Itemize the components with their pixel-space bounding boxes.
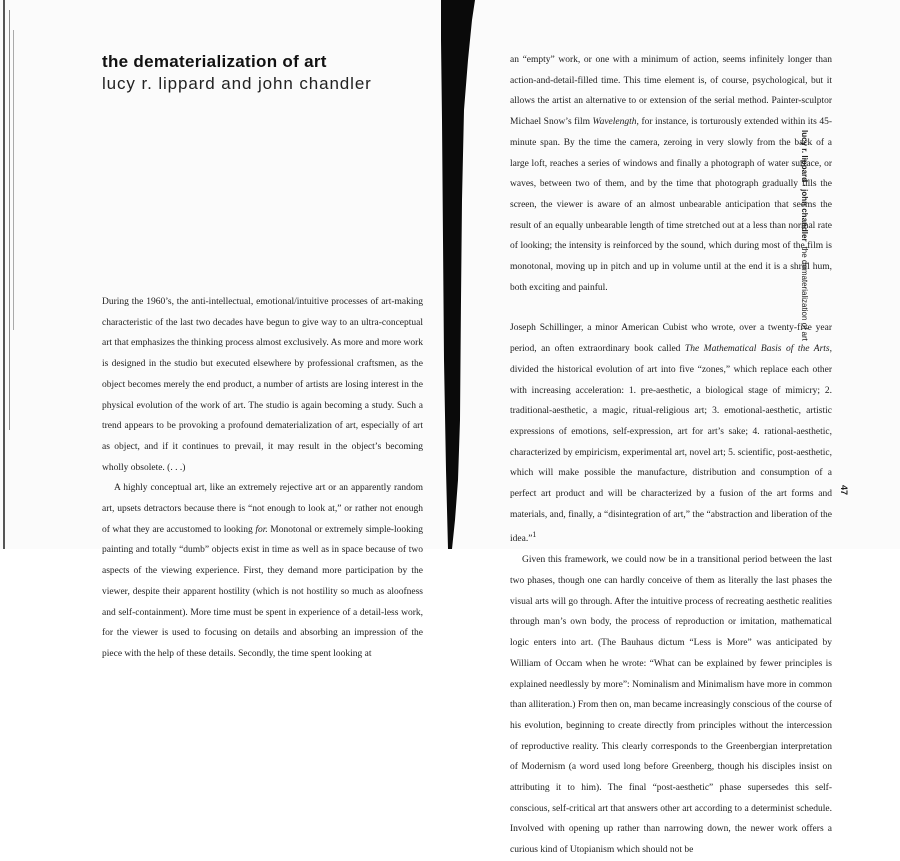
left-text-column — [102, 292, 423, 665]
right-text-column — [510, 50, 832, 861]
paragraph-text: A highly conceptual art, like an extremely rejective art or an apparently random art, upsets detractors because there is “not enough to look at,” or rather not enough of what they are accustomed to looking — [102, 483, 423, 535]
running-head — [798, 130, 810, 341]
body-paragraph — [102, 478, 423, 664]
paragraph-text: Joseph Schillinger, a minor American Cubist who wrote, over a twenty-five year period, an often extraordinary book called — [510, 323, 832, 355]
paragraph-text: divided the historical evolution of art into five “zones,” which replace each other with increasing acceleration: 1. pre-aesthetic, a biological stage of mimicry; 2. traditional-aesthetic, a magic, ritual-religious art; 3. emotional-aesthetic, artistic expressions of emotions, self-expression, art for art’s sake; 4. rational-aesthetic, characterized by empiricism, experimental art, novel art; 5. scientific, post-aesthetic, which will make possible the manufacture, distribution and consumption of a perfect art product and will be characterized by a fusion of the art forms and materials, and, finally, a “disintegration of art,” the “abstraction and liberation of the idea.” — [510, 364, 832, 545]
page-number: 47 — [839, 485, 849, 496]
film-title: Wavelength, — [592, 117, 639, 128]
running-head-title: the dematerialization of art — [800, 246, 809, 341]
gutter-shadow — [441, 0, 475, 549]
footnote-marker: 1 — [532, 530, 537, 540]
paragraph-text: for instance, is torturously extended within its 45-minute span. By the time the camera, zeroing in very slowly from the back of a large loft, reaches a series of windows and finally a photograph of water surface, or waves, between two of them, and by the time that photograph gradually fills the screen, the viewer is aware of an almost unbearable anticipation that seems the result of an equally unbearable length of time stretched out at a less than normal rate of looking; the intensity is reinforced by the sound, which during most of the film is monotonal, moving up in pitch and up in volume until at the end it is a shrill hum, both exciting and painful. — [510, 117, 832, 293]
article-title: the dematerialization of art — [102, 52, 327, 71]
paragraph-text: Monotonal or extremely simple-looking painting and totally “dumb” objects exist in time as well as in space because of two aspects of the viewing experience. First, they demand more participation by the viewer, despite their apparent hostility (which is not hostility so much as aloofness and self-containment). More time must be spent in experience of a detail-less work, for the viewer is used to focusing on details and absorbing an impression of the piece with the help of these details. Secondly, the time spent looking at — [102, 524, 423, 659]
scan-left-edge — [0, 0, 18, 549]
body-paragraph — [510, 318, 832, 550]
book-title: The Mathematical Basis of the Arts, — [684, 344, 833, 355]
body-paragraph — [510, 50, 832, 298]
emphasis-text: for. — [255, 524, 268, 535]
running-head-authors: lucy r. lippard · john chandler — [800, 130, 809, 242]
body-paragraph — [510, 550, 832, 861]
article-authors: lucy r. lippard and john chandler — [102, 74, 372, 93]
paragraph-text: During the 1960’s, the anti-intellectual, emotional/intuitive processes of art-making characteristic of the last two decades have begun to give way to an ultra-conceptual art that emphasizes the thinking process almost exclusively. As more and more work is designed in the studio but executed elsewhere by professional craftsmen, as the object becomes merely the end product, a number of artists are losing interest in the physical evolution of the work of art. The studio is again becoming a study. Such a trend appears to be provoking a profound dematerialization of art, especially of art as object, and if it continues to prevail, it may result in the object’s becoming wholly obsolete. (. . .) — [102, 297, 423, 473]
paragraph-text: an “empty” work, or one with a minimum of action, seems infinitely longer than action-and-detail-filled time. This time element is, of course, psychological, but it allows the artist an alternative to or extension of the serial method. Painter-sculptor Michael Snow’s film — [510, 55, 832, 128]
body-paragraph — [102, 292, 423, 478]
paragraph-text: Given this framework, we could now be in a transitional period between the last two phases, though one can hardly conceive of them as literally the last phases the visual arts will go through. After the intuitive process of recreating aesthetic realities through man’s own body, the process of reproduction or imitation, mathematical logic enters into art. (The Bauhaus dictum “Less is More” was anticipated by William of Occam when he wrote: “What can be explained by fewer principles is explained needlessly by more”: Nominalism and Minimalism have more in common than alliteration.) From then on, man became increasingly conscious of the course of his evolution, beginning to create directly from principles without the intercession of reproductive reality. This clearly corresponds to the Greenbergian interpretation of Modernism (a word used long before Greenberg, though his disciples insist on attributing it to him). The final “post-aesthetic” phase supersedes this self-conscious, self-critical art that answers other art according to a determinist schedule. Involved with opening up rather than narrowing down, the newer work offers a curious kind of Utopianism which should not be — [510, 555, 832, 856]
